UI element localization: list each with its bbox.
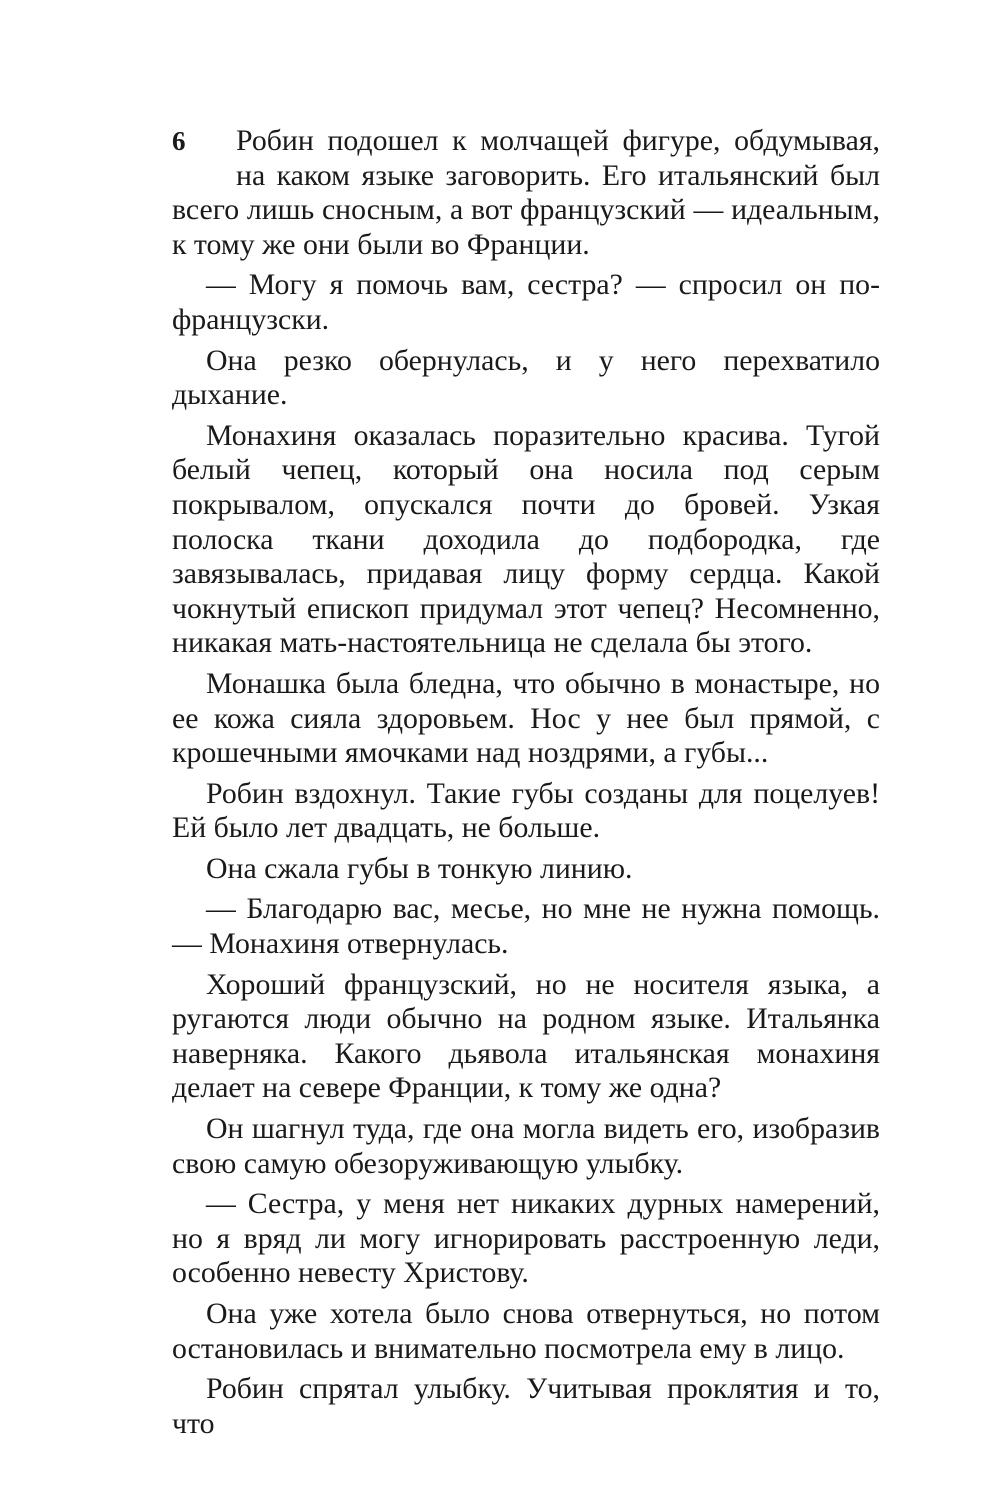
paragraph [172, 124, 880, 262]
paragraph: Он шагнул туда, где она могла видеть его, изобразив свою самую обезоруживающую улыбку. [172, 1112, 880, 1180]
paragraph: — Благодарю вас, месье, но мне не нужна помощь. — Монахиня отвернулась. [172, 892, 880, 961]
paragraph: Хороший французский, но не носителя языка, а ругаются люди обычно на родном языке. Итальянка наверняка. Какого дьявола итальянская монахиня делает на севере Франции, к тому же одна? [172, 967, 880, 1105]
paragraph: Робин вздохнул. Такие губы созданы для поцелуев! Ей было лет двадцать, не больше. [172, 776, 880, 845]
paragraph: Она сжала губы в тонкую линию. [206, 851, 633, 885]
paragraph: — Сестра, у меня нет никаких дурных намерений, но я вряд ли могу игнорировать расстроенную леди, особенно невесту Христову. [172, 1187, 880, 1290]
paragraph: — Могу я помочь вам, сестра? — спросил он по-французски. [172, 268, 880, 336]
paragraph: Монахиня оказалась поразительно красива. Тугой белый чепец, который она носила под серым покрывалом, опускался почти до бровей. Узкая полоска ткани доходила до подбородка, где завязывалась, придавая лицу форму сердца. Какой чокнутый епископ придумал этот чепец? Несомненно, никакая мать-настоятельница не сделала бы этого. [172, 418, 880, 660]
page-number-spacer [172, 124, 236, 192]
paragraph: Робин спрятал улыбку. Учитывая проклятия и то, что [172, 1372, 880, 1440]
paragraph: Монашка была бледна, что обычно в монастыре, но ее кожа сияла здоровьем. Нос у нее был прямой, с крошечными ямочками над ноздрями, а губы... [172, 666, 880, 770]
page-number: 6 [172, 126, 186, 156]
body-text [172, 124, 880, 1447]
paragraph-text: Робин подошел к молчащей фигуре, обдумывая, на каком языке заговорить. Его итальянский был всего лишь сносным, а вот французский — идеальным, к тому же они были во Франции. [172, 124, 880, 261]
paragraph: Она резко обернулась, и у него перехватило дыхание. [172, 343, 880, 412]
paragraph: Она уже хотела было снова отвернуться, но потом остановилась и внимательно посмотрела ему в лицо. [172, 1297, 880, 1365]
